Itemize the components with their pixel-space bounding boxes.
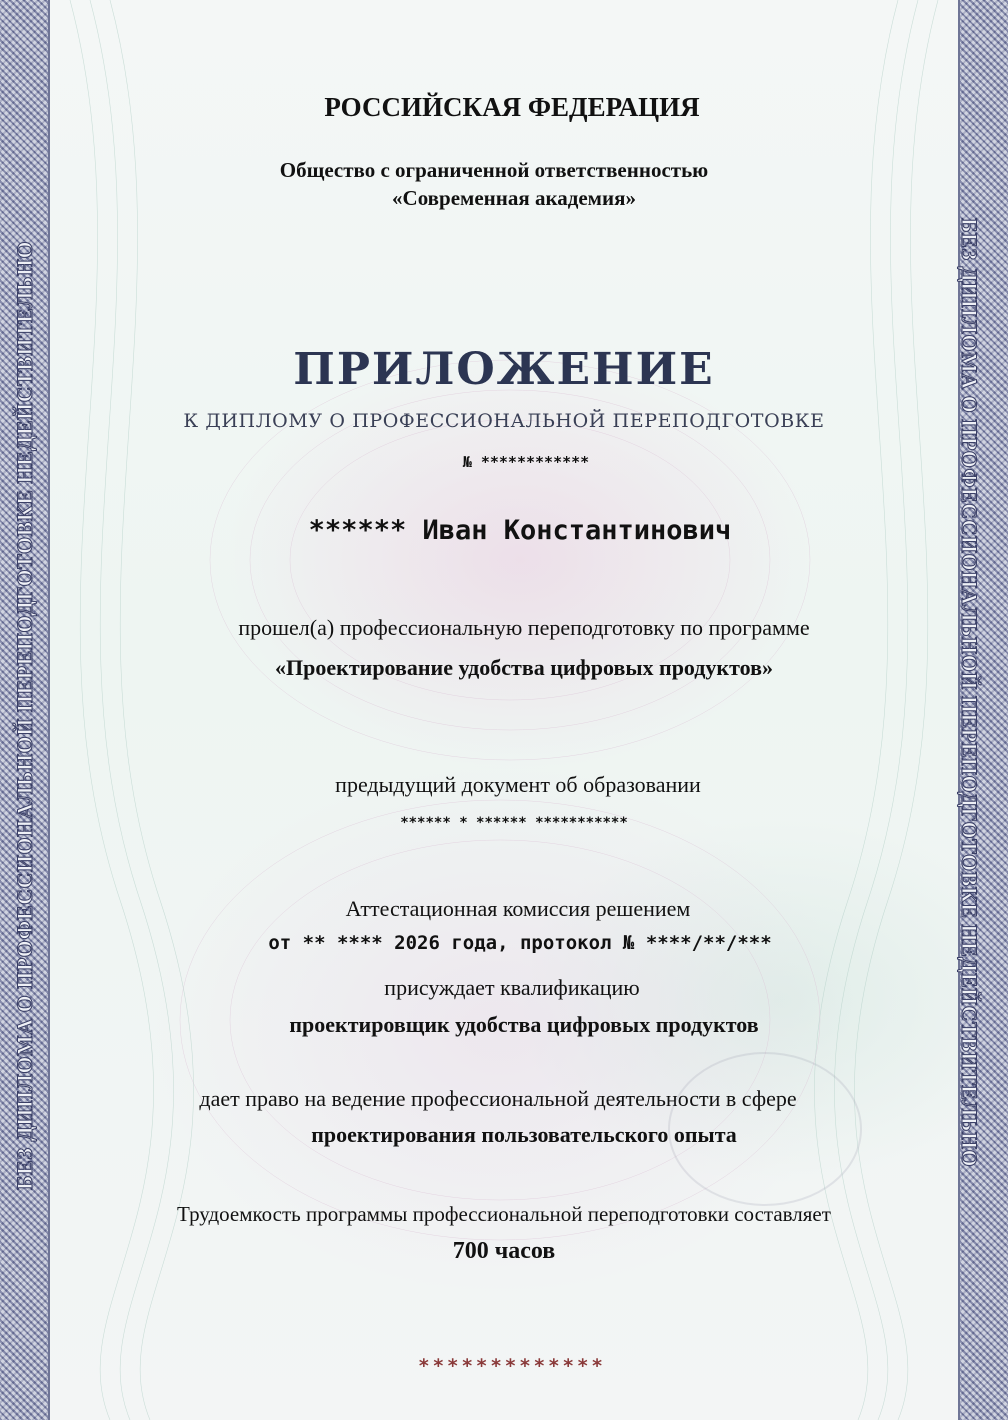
program-intro: прошел(а) профессиональную переподготовку по программе (238, 615, 810, 640)
previous-document-label: предыдущий документ об образовании (335, 772, 701, 797)
qualification-name: проектировщик удобства цифровых продуктов (289, 1012, 759, 1037)
commission-text: Аттестационная комиссия решением (345, 896, 691, 921)
country-heading: РОССИЙСКАЯ ФЕДЕРАЦИЯ (324, 92, 700, 122)
professional-field: проектирования пользовательского опыта (311, 1122, 737, 1147)
document-title: ПРИЛОЖЕНИЕ (293, 344, 715, 395)
serial-number: ************* (418, 1355, 606, 1377)
left-border-text: БЕЗ ДИПЛОМА О ПРОФЕССИОНАЛЬНОЙ ПЕРЕПОДГОТОВКЕ НЕДЕЙСТВИТЕЛЬНО (12, 240, 37, 1190)
commission-decision: от ** **** 2026 года, протокол № ****/**/*** (268, 932, 772, 954)
organization-name: «Современная академия» (392, 186, 636, 210)
previous-document-value: ****** * ****** *********** (400, 815, 628, 831)
hours-value: 700 часов (452, 1238, 556, 1264)
diploma-number: № ************ (462, 453, 590, 471)
right-border-text: БЕЗ ДИПЛОМА О ПРОФЕССИОНАЛЬНОЙ ПЕРЕПОДГОТОВКЕ НЕДЕЙСТВИТЕЛЬНО (957, 218, 982, 1168)
hours-text: Трудоемкость программы профессиональной переподготовки составляет (177, 1202, 831, 1226)
holder-name: ****** Иван Константинович (308, 515, 732, 546)
program-name: «Проектирование удобства цифровых продуктов» (275, 655, 773, 680)
qualification-label: присуждает квалификацию (384, 975, 640, 1000)
organization-type: Общество с ограниченной ответственностью (279, 158, 709, 182)
faded-stamp (668, 1052, 862, 1206)
rights-text: дает право на ведение профессиональной деятельности в сфере (199, 1086, 797, 1111)
document-subtitle: К ДИПЛОМУ О ПРОФЕССИОНАЛЬНОЙ ПЕРЕПОДГОТОВКЕ (183, 410, 825, 432)
